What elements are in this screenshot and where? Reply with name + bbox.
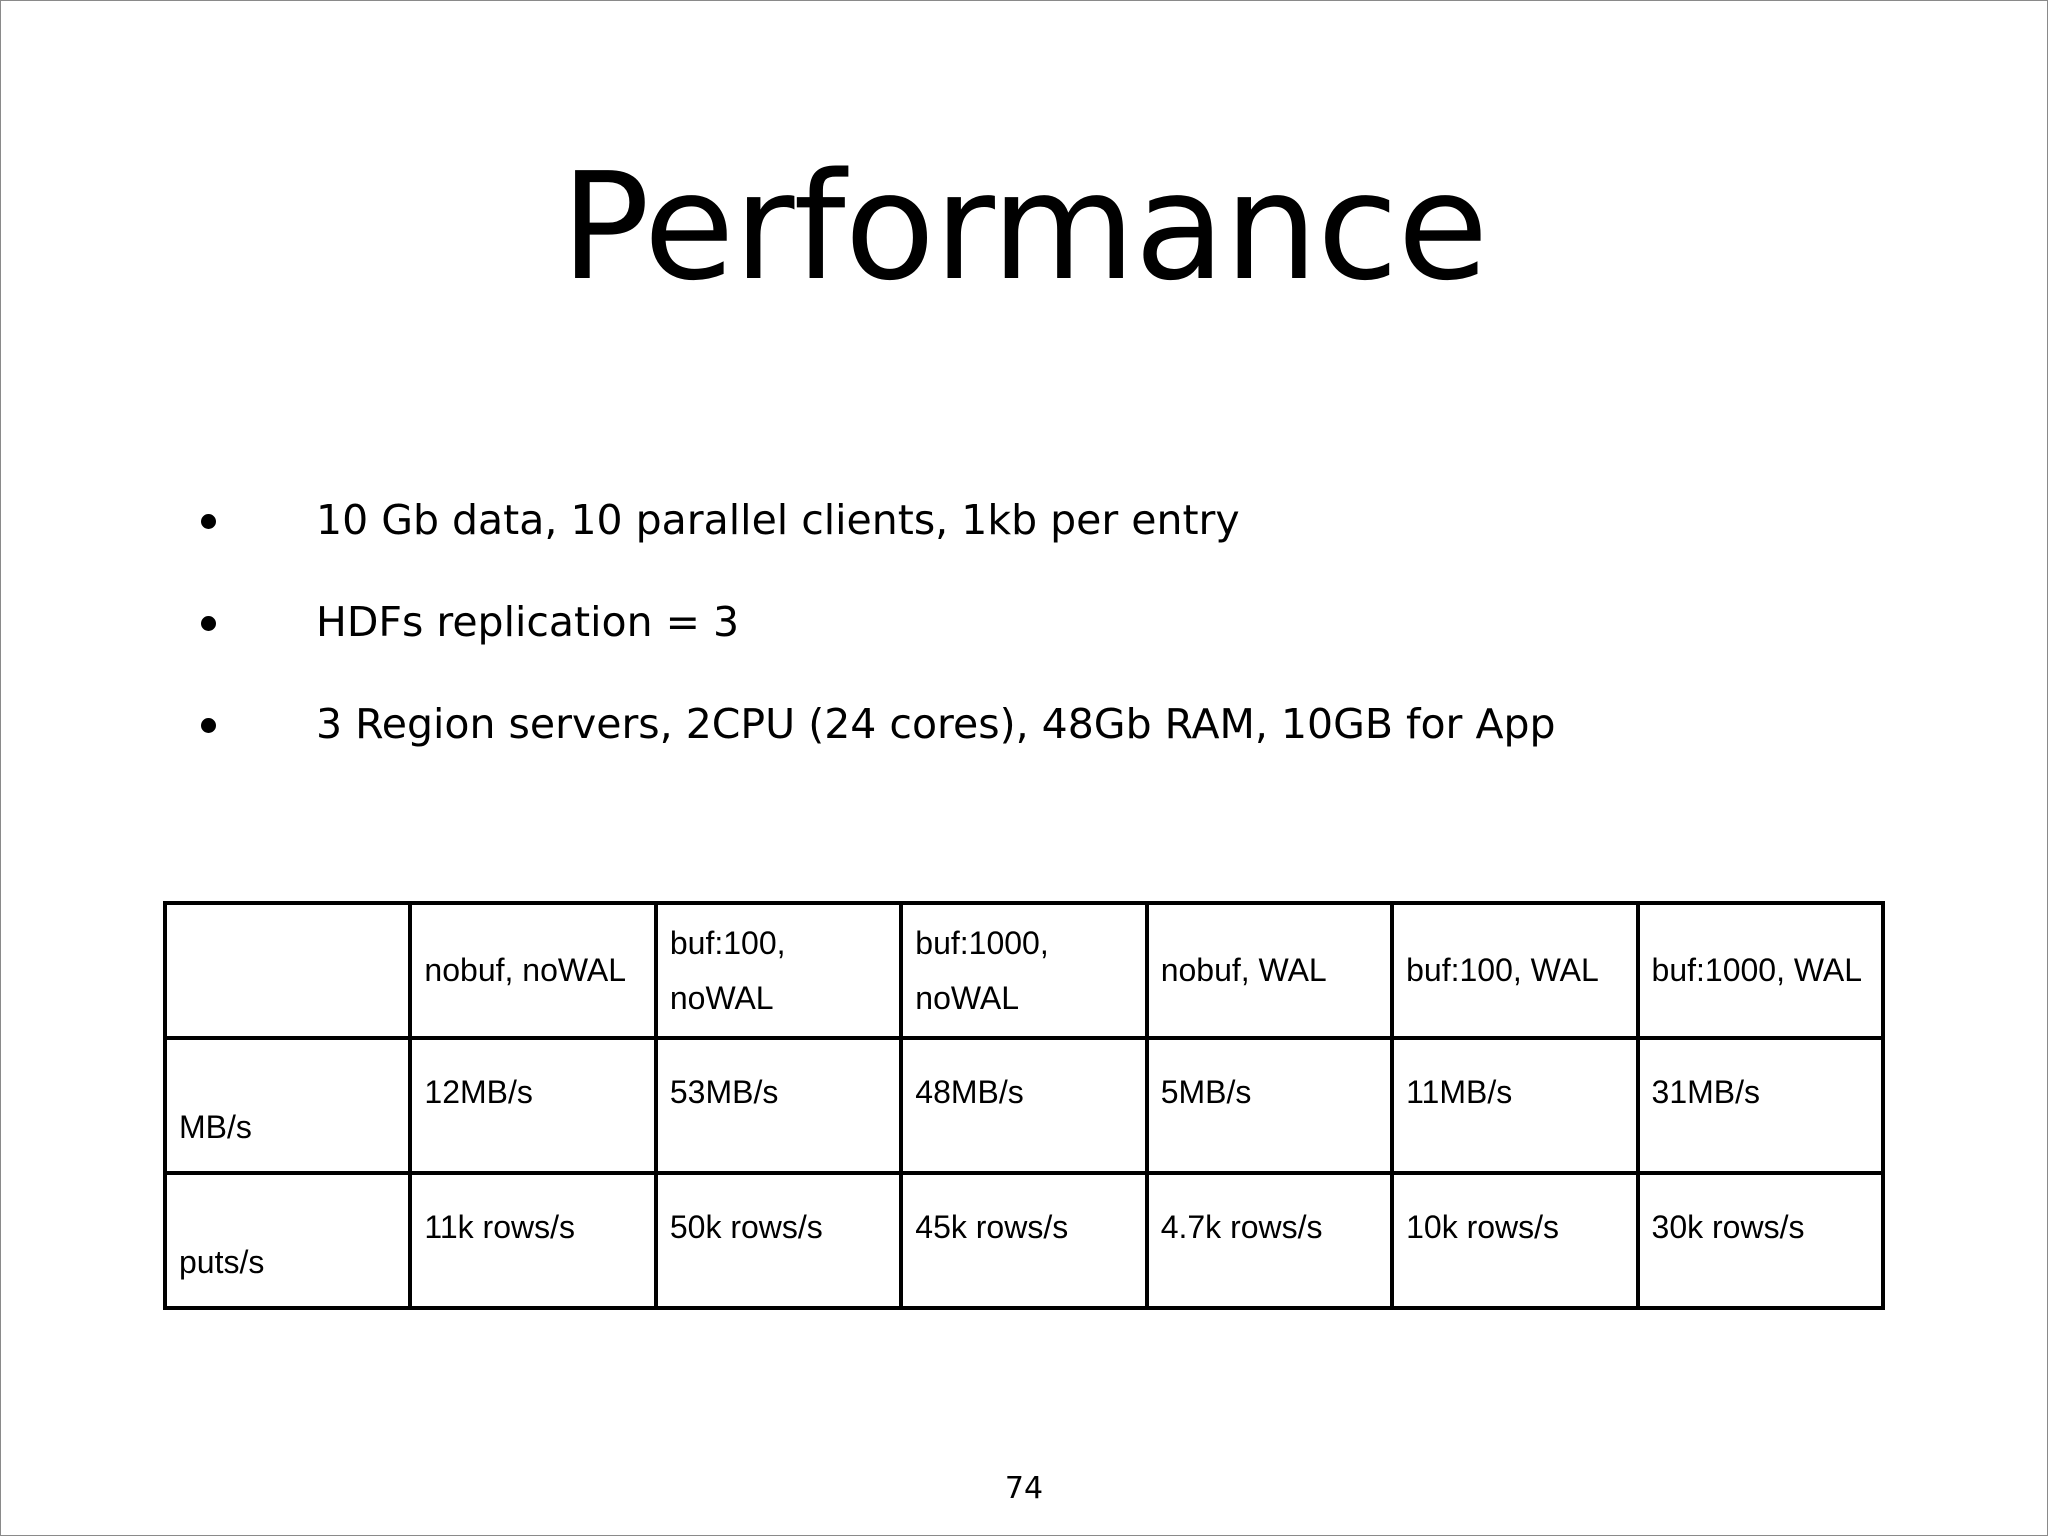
table-cell: 45k rows/s xyxy=(901,1173,1146,1308)
table-row xyxy=(165,1173,1883,1308)
table-cell: 12MB/s xyxy=(410,1038,655,1173)
table-cell: 31MB/s xyxy=(1638,1038,1883,1173)
table-cell: 11MB/s xyxy=(1392,1038,1637,1173)
bullet-text: HDFs replication = 3 xyxy=(316,598,740,646)
table-cell: 10k rows/s xyxy=(1392,1173,1637,1308)
bullet-dot-icon xyxy=(201,718,216,733)
table-cell: 11k rows/s xyxy=(410,1173,655,1308)
column-header: buf:1000, noWAL xyxy=(901,903,1146,1038)
page-number: 74 xyxy=(1004,1471,1044,1506)
column-header: buf:1000, WAL xyxy=(1638,903,1883,1038)
bullet-dot-icon xyxy=(201,514,216,529)
bullet-dot-icon xyxy=(201,616,216,631)
table-cell: 4.7k rows/s xyxy=(1147,1173,1392,1308)
table-cell: 50k rows/s xyxy=(656,1173,901,1308)
bullet-text: 3 Region servers, 2CPU (24 cores), 48Gb RAM, 10GB for App xyxy=(316,700,1556,748)
column-header: buf:100, WAL xyxy=(1392,903,1637,1038)
column-header: buf:100, noWAL xyxy=(656,903,901,1038)
table-corner-cell xyxy=(165,903,410,1038)
slide-title: Performance xyxy=(560,141,1488,313)
table-cell: 48MB/s xyxy=(901,1038,1146,1173)
column-header: nobuf, noWAL xyxy=(410,903,655,1038)
bullet-text: 10 Gb data, 10 parallel clients, 1kb per entry xyxy=(316,496,1240,544)
row-label: puts/s xyxy=(165,1173,410,1308)
row-label: MB/s xyxy=(165,1038,410,1173)
table-cell: 30k rows/s xyxy=(1638,1173,1883,1308)
column-header: nobuf, WAL xyxy=(1147,903,1392,1038)
table-header-row xyxy=(165,903,1883,1038)
performance-table xyxy=(163,901,1885,1310)
table-row xyxy=(165,1038,1883,1173)
table-cell: 5MB/s xyxy=(1147,1038,1392,1173)
table-cell: 53MB/s xyxy=(656,1038,901,1173)
